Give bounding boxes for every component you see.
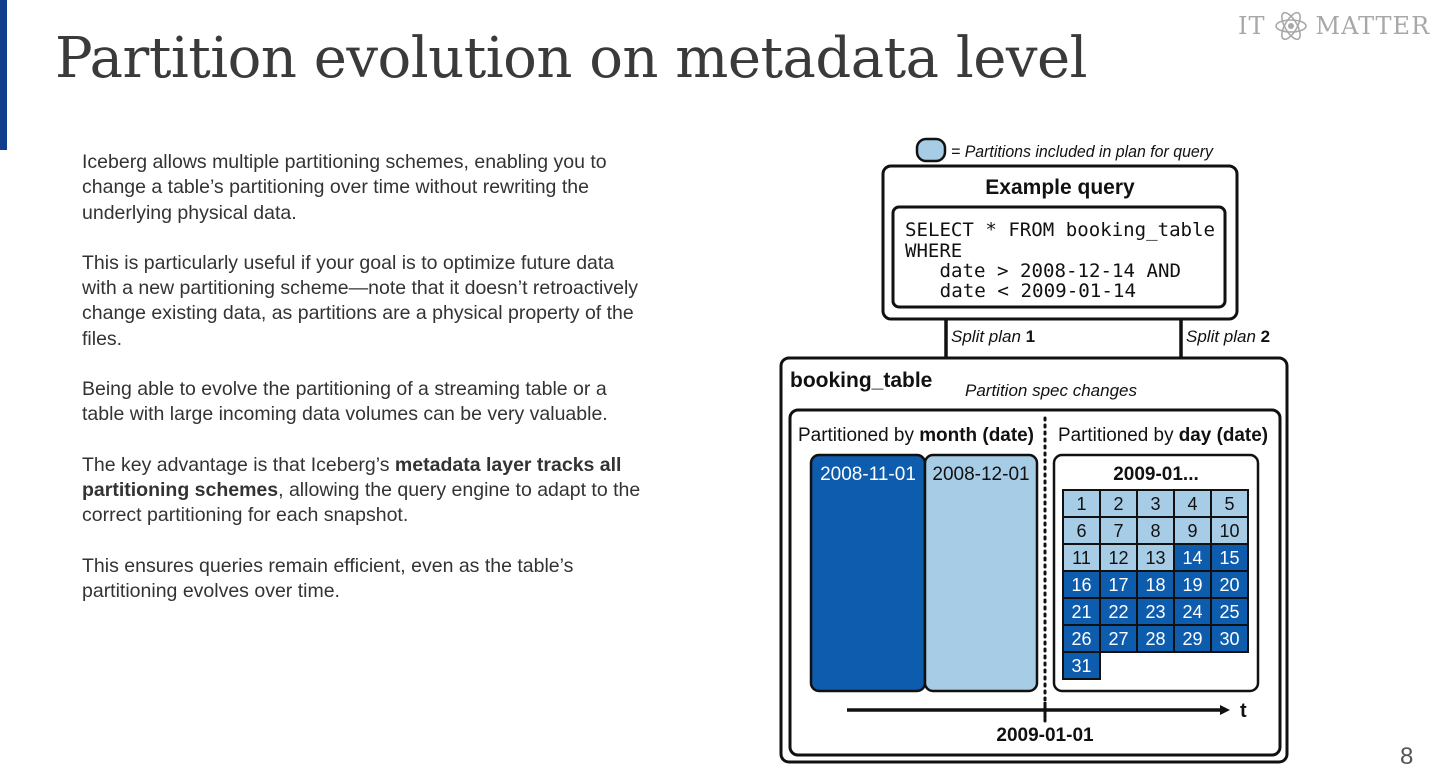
month-spec-header <box>798 425 1034 446</box>
sql-line-3: date > 2008-12-14 AND <box>905 260 1181 282</box>
query-title: Example query <box>985 176 1135 199</box>
day-partition-label-21: 21 <box>1071 602 1092 622</box>
boundary-date-label: 2009-01-01 <box>996 725 1094 746</box>
day-partition-label-2: 2 <box>1113 494 1124 514</box>
paragraph-5: This ensures queries remain efficient, even as the table’s partitioning evolves over time. <box>82 554 574 602</box>
day-partition-label-23: 23 <box>1145 602 1166 622</box>
day-partition-label-22: 22 <box>1108 602 1129 622</box>
sql-line-4: date < 2009-01-14 <box>905 280 1136 302</box>
paragraph-4-start: The key advantage is that Iceberg’s <box>82 453 395 476</box>
day-partition-label-8: 8 <box>1150 521 1161 541</box>
slide-title: Partition evolution on metadata level <box>55 26 1088 91</box>
page-number: 8 <box>1400 743 1414 770</box>
split-plan-1-label <box>951 327 1035 346</box>
paragraph-3: Being able to evolve the partitioning of a streaming table or a table with large incoming data volumes can be very valuable. <box>82 378 608 426</box>
month-partition-2008-12 <box>925 455 1037 691</box>
split-plan-2-text: Split plan <box>1186 327 1256 346</box>
day-partition-label-16: 16 <box>1071 575 1092 595</box>
day-partition-label-15: 15 <box>1219 548 1240 568</box>
day-partition-label-4: 4 <box>1187 494 1198 514</box>
paragraph-4-bold: metadata layer tracks all partitioning schemes <box>82 453 622 501</box>
day-partition-label-27: 27 <box>1108 629 1129 649</box>
day-spec-header-bold: day (date) <box>1178 425 1269 446</box>
partition-spec-changes-label: Partition spec changes <box>965 381 1137 400</box>
day-partition-label-18: 18 <box>1145 575 1166 595</box>
day-partition-label-28: 28 <box>1145 629 1166 649</box>
day-partition-label-13: 13 <box>1145 548 1166 568</box>
time-axis-label: t <box>1240 700 1247 722</box>
day-partition-label-7: 7 <box>1113 521 1124 541</box>
logo-text-left: IT <box>1238 12 1266 40</box>
day-partition-label-30: 30 <box>1219 629 1240 649</box>
day-partition-label-29: 29 <box>1182 629 1203 649</box>
day-partition-label-25: 25 <box>1219 602 1240 622</box>
day-partition-label-17: 17 <box>1108 575 1129 595</box>
day-partition-label-9: 9 <box>1187 521 1198 541</box>
month-spec-header-prefix: Partitioned by <box>798 425 920 446</box>
split-plan-1-text: Split plan <box>951 327 1021 346</box>
day-group-label: 2009-01... <box>1113 464 1199 485</box>
day-partition-label-6: 6 <box>1076 521 1087 541</box>
logo-text-right: MATTER <box>1315 12 1431 40</box>
split-plan-1-number: 1 <box>1025 327 1036 346</box>
day-partition-label-20: 20 <box>1219 575 1240 595</box>
month-partition-2008-11-label: 2008-11-01 <box>820 464 916 485</box>
split-plan-2-label <box>1186 327 1270 346</box>
legend-swatch <box>917 139 945 161</box>
day-partition-label-26: 26 <box>1071 629 1092 649</box>
day-partition-label-11: 11 <box>1072 548 1091 568</box>
day-partition-label-5: 5 <box>1224 494 1235 514</box>
legend-text: = Partitions included in plan for query <box>951 142 1215 161</box>
paragraph-2: This is particularly useful if your goal is to optimize future data with a new partitioning scheme—note that it doesn’t retroactively change existing data, as partitions are a physical property of the files. <box>82 251 639 350</box>
day-spec-header-prefix: Partitioned by <box>1058 425 1180 446</box>
day-grid <box>1063 490 1248 679</box>
sql-line-2: WHERE <box>905 240 963 262</box>
booking-table-label: booking_table <box>790 369 933 392</box>
day-spec-header <box>1058 425 1268 446</box>
day-partition-label-1: 1 <box>1076 494 1087 514</box>
month-partition-2008-12-label: 2008-12-01 <box>932 464 1030 485</box>
day-partition-label-3: 3 <box>1150 494 1161 514</box>
month-partition-2008-11 <box>811 455 925 691</box>
paragraph-4-end: , allowing the query engine to adapt to the correct partitioning for each snapshot. <box>82 478 641 527</box>
day-partition-label-24: 24 <box>1182 602 1203 622</box>
day-partition-label-12: 12 <box>1108 548 1129 568</box>
month-spec-header-bold: month (date) <box>919 425 1035 446</box>
day-partition-label-14: 14 <box>1182 548 1203 568</box>
sql-line-1: SELECT * FROM booking_table <box>905 219 1215 241</box>
day-partition-label-31: 31 <box>1071 656 1092 676</box>
paragraph-1: Iceberg allows multiple partitioning schemes, enabling you to change a table’s partitioning over time without rewriting the underlying physical data. <box>82 151 607 224</box>
split-plan-2-number: 2 <box>1260 327 1271 346</box>
day-partition-label-19: 19 <box>1182 575 1203 595</box>
day-partition-label-10: 10 <box>1219 521 1240 541</box>
